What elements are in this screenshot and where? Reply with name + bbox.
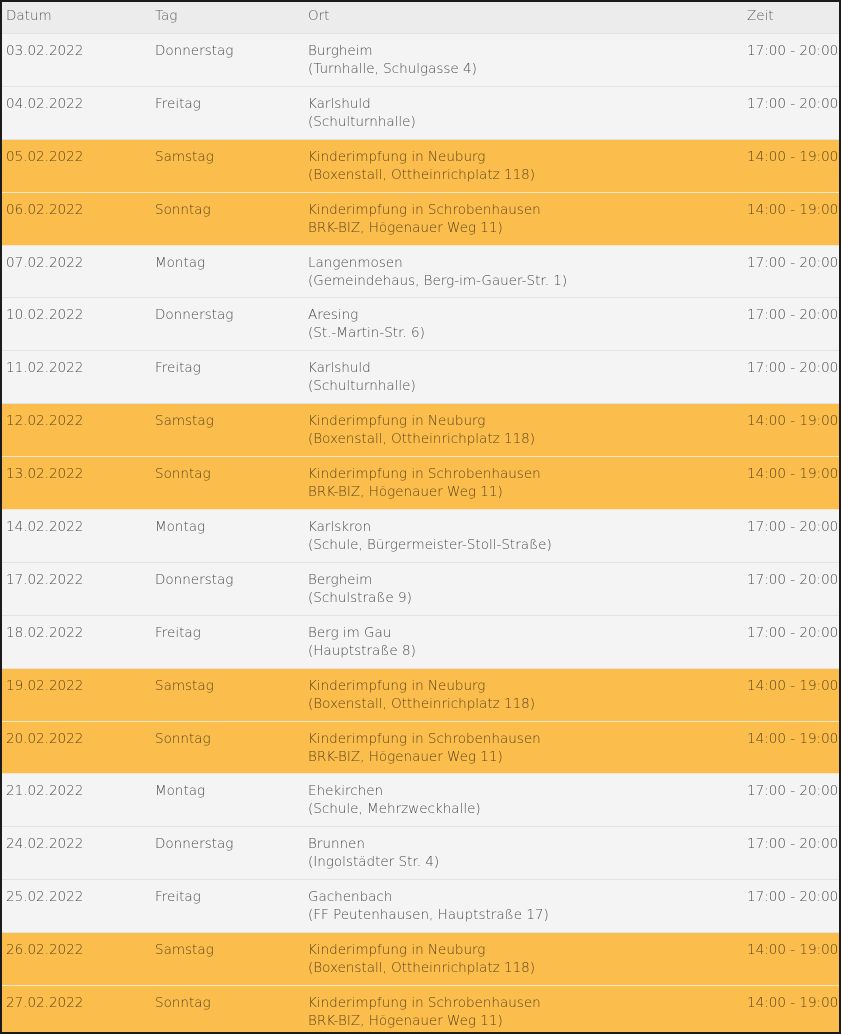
cell-place [308,298,747,350]
place-address: BRK-BIZ, Högenauer Weg 11) [308,219,503,236]
cell-time: 17:00 - 20:00 [747,836,839,853]
cell-day: Montag [155,783,206,800]
cell-place [308,986,747,1032]
place-name: Gachenbach [308,889,393,906]
cell-date: 17.02.2022 [6,571,84,588]
place-name: Langenmosen [308,254,403,271]
table-row [2,246,839,299]
cell-day: Sonntag [155,995,211,1012]
place-name: Berg im Gau [308,624,392,641]
cell-time: 14:00 - 19:00 [747,413,839,430]
cell-place [308,34,747,86]
place-address: (Boxenstall, Ottheinrichplatz 118) [308,960,536,977]
table-row [2,140,839,193]
place-name: Ehekirchen [308,783,384,800]
cell-date: 11.02.2022 [6,360,84,377]
header-day: Tag [155,8,178,24]
table-row [2,986,839,1032]
cell-time: 14:00 - 19:00 [747,730,839,747]
place-address: (FF Peutenhausen, Hauptstraße 17) [308,907,549,924]
header-time: Zeit [747,8,774,24]
table-row [2,510,839,563]
table-row [2,87,839,140]
place-name: Aresing [308,307,359,324]
place-address: (St.-Martin-Str. 6) [308,325,425,342]
place-address: (Schule, Bürgermeister-Stoll-Straße) [308,537,552,554]
place-address: (Schule, Mehrzweckhalle) [308,801,481,818]
table-row [2,563,839,616]
place-name: Kinderimpfung in Neuburg [308,677,486,694]
place-name: Karlshuld [308,95,371,112]
cell-place [308,140,747,192]
cell-time: 17:00 - 20:00 [747,783,839,800]
cell-day: Samstag [155,413,214,430]
cell-date: 13.02.2022 [6,466,84,483]
place-address: BRK-BIZ, Högenauer Weg 11) [308,1013,503,1030]
table-row [2,827,839,880]
place-name: Brunnen [308,836,365,853]
place-name: Bergheim [308,571,373,588]
cell-time: 17:00 - 20:00 [747,95,839,112]
cell-time: 14:00 - 19:00 [747,995,839,1012]
cell-day: Freitag [155,624,201,641]
cell-place [308,774,747,826]
cell-day: Montag [155,254,206,271]
place-name: Kinderimpfung in Schrobenhausen [308,730,541,747]
place-name: Kinderimpfung in Schrobenhausen [308,201,541,218]
table-header [2,2,839,34]
schedule-table [2,2,839,1032]
cell-place [308,669,747,721]
cell-date: 14.02.2022 [6,519,84,536]
cell-date: 21.02.2022 [6,783,84,800]
cell-place [308,722,747,774]
cell-place [308,457,747,509]
place-name: Burgheim [308,43,373,59]
cell-day: Freitag [155,360,201,377]
cell-date: 20.02.2022 [6,730,84,747]
table-row [2,404,839,457]
cell-day: Samstag [155,677,214,694]
cell-time: 14:00 - 19:00 [747,942,839,959]
cell-day: Sonntag [155,201,211,218]
cell-date: 25.02.2022 [6,889,84,906]
place-address: (Hauptstraße 8) [308,642,416,659]
cell-day: Donnerstag [155,307,234,324]
table-row [2,774,839,827]
table-row [2,722,839,775]
cell-date: 04.02.2022 [6,95,84,112]
cell-place [308,193,747,245]
table-body [2,34,839,1032]
cell-time: 17:00 - 20:00 [747,254,839,271]
table-row [2,34,839,87]
cell-place [308,563,747,615]
cell-place [308,87,747,139]
table-row [2,193,839,246]
cell-day: Samstag [155,148,214,165]
place-address: (Ingolstädter Str. 4) [308,854,440,871]
place-address: (Schulturnhalle) [308,113,416,130]
header-place: Ort [308,8,330,24]
cell-time: 17:00 - 20:00 [747,43,839,59]
header-date: Datum [6,8,52,24]
table-row [2,933,839,986]
place-name: Kinderimpfung in Neuburg [308,148,486,165]
place-address: (Schulstraße 9) [308,589,412,606]
cell-time: 17:00 - 20:00 [747,360,839,377]
cell-day: Donnerstag [155,836,234,853]
cell-date: 07.02.2022 [6,254,84,271]
table-row [2,457,839,510]
table-row [2,616,839,669]
cell-date: 19.02.2022 [6,677,84,694]
table-row [2,298,839,351]
cell-place [308,351,747,403]
place-address: BRK-BIZ, Högenauer Weg 11) [308,484,503,501]
cell-time: 14:00 - 19:00 [747,201,839,218]
cell-date: 10.02.2022 [6,307,84,324]
cell-place [308,933,747,985]
place-address: (Turnhalle, Schulgasse 4) [308,61,477,77]
cell-date: 24.02.2022 [6,836,84,853]
cell-place [308,827,747,879]
cell-place [308,616,747,668]
cell-day: Donnerstag [155,43,234,59]
cell-date: 12.02.2022 [6,413,84,430]
cell-time: 14:00 - 19:00 [747,466,839,483]
cell-place [308,404,747,456]
cell-date: 18.02.2022 [6,624,84,641]
cell-time: 14:00 - 19:00 [747,677,839,694]
cell-time: 17:00 - 20:00 [747,889,839,906]
place-name: Karlskron [308,519,372,536]
table-row [2,880,839,933]
table-row [2,669,839,722]
cell-day: Freitag [155,889,201,906]
place-address: (Boxenstall, Ottheinrichplatz 118) [308,166,536,183]
cell-date: 03.02.2022 [6,43,84,59]
place-address: (Gemeindehaus, Berg-im-Gauer-Str. 1) [308,272,568,289]
cell-place [308,880,747,932]
cell-time: 17:00 - 20:00 [747,571,839,588]
cell-day: Montag [155,519,206,536]
cell-date: 06.02.2022 [6,201,84,218]
cell-place [308,510,747,562]
cell-date: 27.02.2022 [6,995,84,1012]
cell-date: 05.02.2022 [6,148,84,165]
table-row [2,351,839,404]
place-name: Kinderimpfung in Neuburg [308,413,486,430]
cell-time: 17:00 - 20:00 [747,624,839,641]
place-address: (Boxenstall, Ottheinrichplatz 118) [308,431,536,448]
cell-date: 26.02.2022 [6,942,84,959]
cell-place [308,246,747,298]
cell-time: 17:00 - 20:00 [747,307,839,324]
place-address: (Schulturnhalle) [308,378,416,395]
cell-day: Sonntag [155,466,211,483]
place-address: (Boxenstall, Ottheinrichplatz 118) [308,695,536,712]
place-address: BRK-BIZ, Högenauer Weg 11) [308,748,503,765]
place-name: Kinderimpfung in Neuburg [308,942,486,959]
cell-time: 17:00 - 20:00 [747,519,839,536]
cell-time: 14:00 - 19:00 [747,148,839,165]
cell-day: Samstag [155,942,214,959]
place-name: Karlshuld [308,360,371,377]
place-name: Kinderimpfung in Schrobenhausen [308,995,541,1012]
cell-day: Donnerstag [155,571,234,588]
cell-day: Freitag [155,95,201,112]
place-name: Kinderimpfung in Schrobenhausen [308,466,541,483]
cell-day: Sonntag [155,730,211,747]
